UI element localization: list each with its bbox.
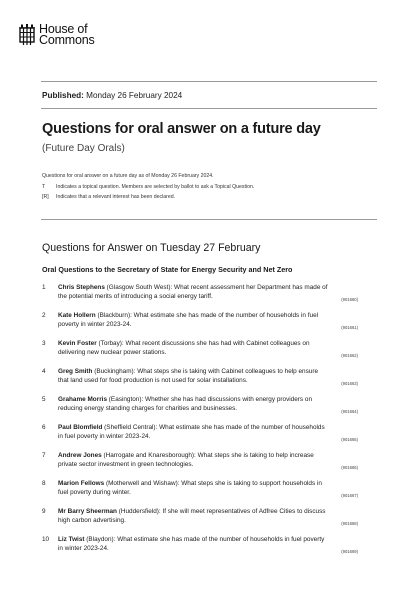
question-reference: (901661) bbox=[341, 324, 358, 330]
question-body bbox=[58, 451, 328, 479]
note-key: T bbox=[42, 183, 46, 190]
constituency: (Huddersfield): bbox=[118, 508, 161, 515]
question-list bbox=[42, 283, 358, 563]
logo-wordmark bbox=[39, 24, 95, 46]
question-body bbox=[58, 339, 328, 367]
constituency: (Glasgow South West): bbox=[106, 284, 173, 291]
question-number: 2 bbox=[42, 312, 46, 319]
portcullis-icon bbox=[19, 24, 35, 46]
question-item bbox=[42, 395, 358, 423]
question-item bbox=[42, 451, 358, 479]
question-item bbox=[42, 311, 358, 339]
constituency: (Sheffield Central): bbox=[104, 424, 158, 431]
constituency: (Blaydon): bbox=[86, 536, 116, 543]
question-number: 4 bbox=[42, 368, 46, 375]
logo-line-1: House of bbox=[39, 22, 88, 36]
question-reference: (901669) bbox=[341, 548, 358, 554]
question-number: 10 bbox=[42, 536, 50, 543]
member-name: Kate Hollern bbox=[58, 312, 96, 319]
constituency: (Motherwell and Wishaw): bbox=[105, 480, 180, 487]
member-name: Paul Blomfield bbox=[58, 424, 103, 431]
published-divider bbox=[41, 108, 377, 109]
question-reference: (901667) bbox=[341, 492, 358, 498]
question-text: What estimate she has made of the number of households in fuel poverty in winter 2023-24. bbox=[58, 424, 325, 441]
question-reference: (901668) bbox=[341, 520, 358, 526]
question-text: If she will meet representatives of Adfree Cities to discuss high carbon advertising. bbox=[58, 508, 326, 525]
note-relevant-interest bbox=[42, 192, 372, 203]
question-text: What steps she is taking with Cabinet colleagues to help ensure that land used for food production is not used for solar installations. bbox=[58, 368, 319, 385]
question-body bbox=[58, 395, 328, 423]
question-item bbox=[42, 535, 358, 563]
question-item bbox=[42, 479, 358, 507]
house-of-commons-logo bbox=[19, 24, 95, 46]
note-text: Indicates that a relevant interest has been declared. bbox=[56, 194, 176, 200]
section-heading: Questions for Answer on Tuesday 27 February bbox=[42, 242, 261, 254]
published-line bbox=[42, 91, 182, 100]
question-number: 9 bbox=[42, 508, 46, 515]
question-number: 6 bbox=[42, 424, 46, 431]
member-name: Andrew Jones bbox=[58, 452, 102, 459]
member-name: Kevin Foster bbox=[58, 340, 97, 347]
question-body bbox=[58, 507, 328, 535]
question-item bbox=[42, 339, 358, 367]
section-subheading: Oral Questions to the Secretary of State for Energy Security and Net Zero bbox=[42, 265, 293, 274]
question-text: What recent discussions she has had with Cabinet colleagues on delivering new nuclear power stations. bbox=[58, 340, 310, 357]
question-body bbox=[58, 423, 328, 451]
note-text: Indicates a topical question. Members are selected by ballot to ask a Topical Question. bbox=[56, 183, 255, 190]
question-number: 3 bbox=[42, 340, 46, 347]
question-body bbox=[58, 283, 328, 311]
member-name: Liz Twist bbox=[58, 536, 85, 543]
constituency: (Blackburn): bbox=[97, 312, 132, 319]
question-body bbox=[58, 367, 328, 395]
constituency: (Torbay): bbox=[98, 340, 124, 347]
question-number: 1 bbox=[42, 284, 46, 291]
question-number: 8 bbox=[42, 480, 46, 487]
intro-line: Questions for oral answer on a future day as of Monday 26 February 2024. bbox=[42, 173, 214, 179]
question-number: 7 bbox=[42, 452, 46, 459]
question-text: What steps she is taking to support households in fuel poverty during winter. bbox=[58, 480, 322, 497]
constituency: (Easington): bbox=[108, 396, 144, 403]
note-topical bbox=[42, 182, 372, 193]
constituency: (Harrogate and Knaresborough): bbox=[103, 452, 196, 459]
constituency: (Buckingham): bbox=[94, 368, 136, 375]
member-name: Greg Smith bbox=[58, 368, 93, 375]
question-reference: (901663) bbox=[341, 380, 358, 386]
top-divider bbox=[41, 81, 377, 82]
question-item bbox=[42, 423, 358, 451]
question-reference: (901664) bbox=[341, 408, 358, 414]
published-label: Published: bbox=[42, 91, 84, 100]
page-subtitle: (Future Day Orals) bbox=[42, 143, 125, 154]
question-body bbox=[58, 311, 328, 339]
question-text: What estimate she has made of the number of households in fuel poverty in winter 2023-24. bbox=[58, 312, 319, 329]
member-name: Chris Stephens bbox=[58, 284, 105, 291]
question-reference: (901665) bbox=[341, 436, 358, 442]
question-text: What steps she is taking to help increase private sector investment in green technologies. bbox=[58, 452, 314, 469]
question-text: What recent assessment her Department has made of the potential merits of introducing a social energy tariff. bbox=[58, 284, 328, 301]
question-text: What estimate she has made of the number of households in fuel poverty in winter 2023-24. bbox=[58, 536, 325, 553]
logo-line-2: Commons bbox=[39, 33, 95, 47]
published-date: Monday 26 February 2024 bbox=[86, 91, 183, 100]
question-item bbox=[42, 283, 358, 311]
question-reference: (901660) bbox=[341, 296, 358, 302]
note-key: [R] bbox=[42, 194, 49, 200]
question-item bbox=[42, 367, 358, 395]
member-name: Mr Barry Sheerman bbox=[58, 508, 117, 515]
member-name: Grahame Morris bbox=[58, 396, 108, 403]
question-number: 5 bbox=[42, 396, 46, 403]
question-reference: (901666) bbox=[341, 464, 358, 470]
question-body bbox=[58, 479, 328, 507]
page-title: Questions for oral answer on a future day bbox=[42, 121, 321, 137]
member-name: Marion Fellows bbox=[58, 480, 105, 487]
question-reference: (901662) bbox=[341, 352, 358, 358]
intro-divider bbox=[41, 219, 377, 220]
question-item bbox=[42, 507, 358, 535]
intro-notes bbox=[42, 171, 372, 203]
question-text: Whether she has had discussions with energy providers on reducing energy standing charges for charities and businesses. bbox=[58, 396, 313, 413]
question-body bbox=[58, 535, 328, 563]
